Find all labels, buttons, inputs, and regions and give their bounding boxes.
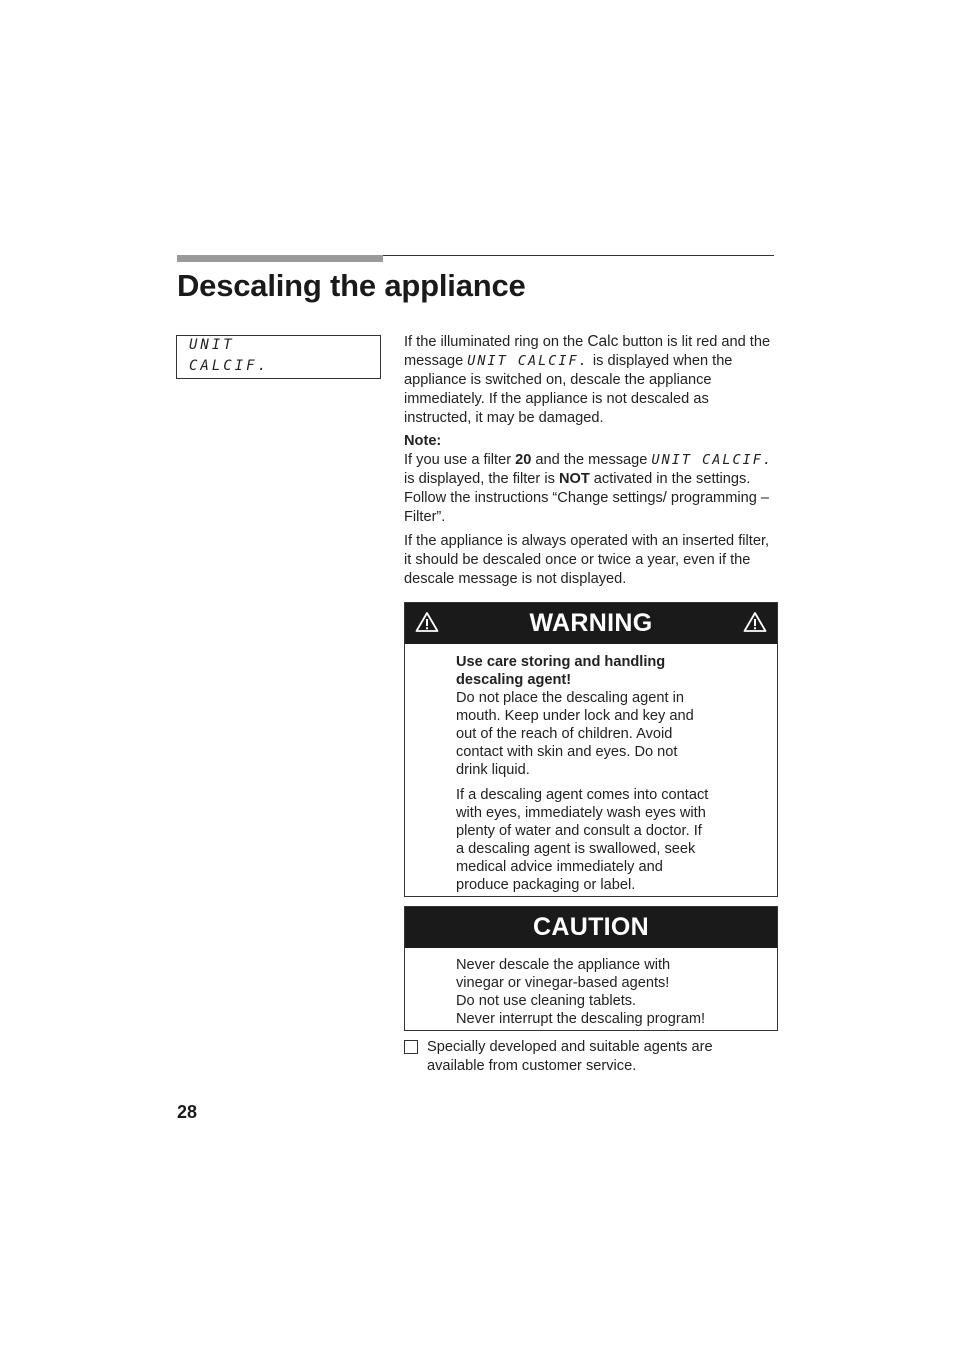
warning-text-1 [456,653,736,779]
filter-paragraph: If the appliance is always operated with an inserted filter, it should be descaled once or twice a year, even if the descale message is not displayed. [404,533,770,587]
warning-line: with eyes, immediately wash eyes with [456,805,706,821]
calc-button-label: Calc [587,333,619,350]
warning-triangle-icon [415,611,439,633]
header-rule-accent [177,255,383,262]
intro-text-c: is displayed when the appliance is switched on, descale the appliance immediately. If the appliance is not descaled as instructed, it may be damaged. [404,353,733,426]
caution-line: Never descale the appliance with [456,957,671,973]
note-text-b: and the message [531,452,652,468]
note-text-a: If you use a filter [404,452,516,468]
warning-line: contact with skin and eyes. Do not [456,744,678,760]
warning-heading: WARNING [529,609,653,637]
display-line-2: CALCIF. [189,358,270,374]
tip-line-1: Specially developed and suitable agents are [427,1039,713,1055]
note-text-c: is displayed, the filter is [404,471,559,487]
warning-bold-line-1: Use care storing and handling [456,654,666,670]
note-not: NOT [558,471,590,487]
warning-line: Do not place the descaling agent in [456,690,684,706]
intro-text-b: button is lit red and the message [404,334,771,369]
tip-checkbox-icon [404,1040,418,1054]
warning-line: medical advice immediately and [456,859,663,875]
warning-line: drink liquid. [456,762,530,778]
caution-header [405,907,777,948]
warning-line: plenty of water and consult a doctor. If [456,823,702,839]
warning-line: out of the reach of children. Avoid [456,726,673,742]
note-text-d: activated in the settings. Follow the instructions “Change settings/ programming – Filter”. [404,471,770,525]
warning-bold-line-2: descaling agent! [456,672,572,688]
caution-box [404,906,778,1031]
warning-line: produce packaging or label. [456,877,636,893]
warning-line: mouth. Keep under lock and key and [456,708,694,724]
caution-line: Do not use cleaning tablets. [456,993,637,1009]
intro-text-a: If the illuminated ring on the [404,334,588,350]
warning-line: a descaling agent is swallowed, seek [456,841,696,857]
warning-text-2 [456,786,736,894]
display-line-1: UNIT [189,337,235,353]
page-title: Descaling the appliance [177,268,526,303]
caution-line: vinegar or vinegar-based agents! [456,975,670,991]
caution-heading: CAUTION [533,913,649,941]
intro-display-message: UNIT CALCIF. [467,353,589,369]
display-readout [176,335,381,379]
filter-number: 20 [515,452,532,468]
tip-text [427,1038,777,1076]
caution-line: Never interrupt the descaling program! [456,1011,706,1027]
warning-box [404,602,778,897]
note-display-message: UNIT CALCIF. [651,452,773,468]
warning-line: If a descaling agent comes into contact [456,787,709,803]
tip-line-2: available from customer service. [427,1058,637,1074]
warning-header [405,603,777,644]
caution-text [456,956,736,1028]
intro-paragraph [404,332,776,428]
note-paragraph [404,432,776,527]
note-label: Note: [404,433,442,449]
page-number: 28 [177,1102,198,1122]
warning-triangle-icon [743,611,767,633]
